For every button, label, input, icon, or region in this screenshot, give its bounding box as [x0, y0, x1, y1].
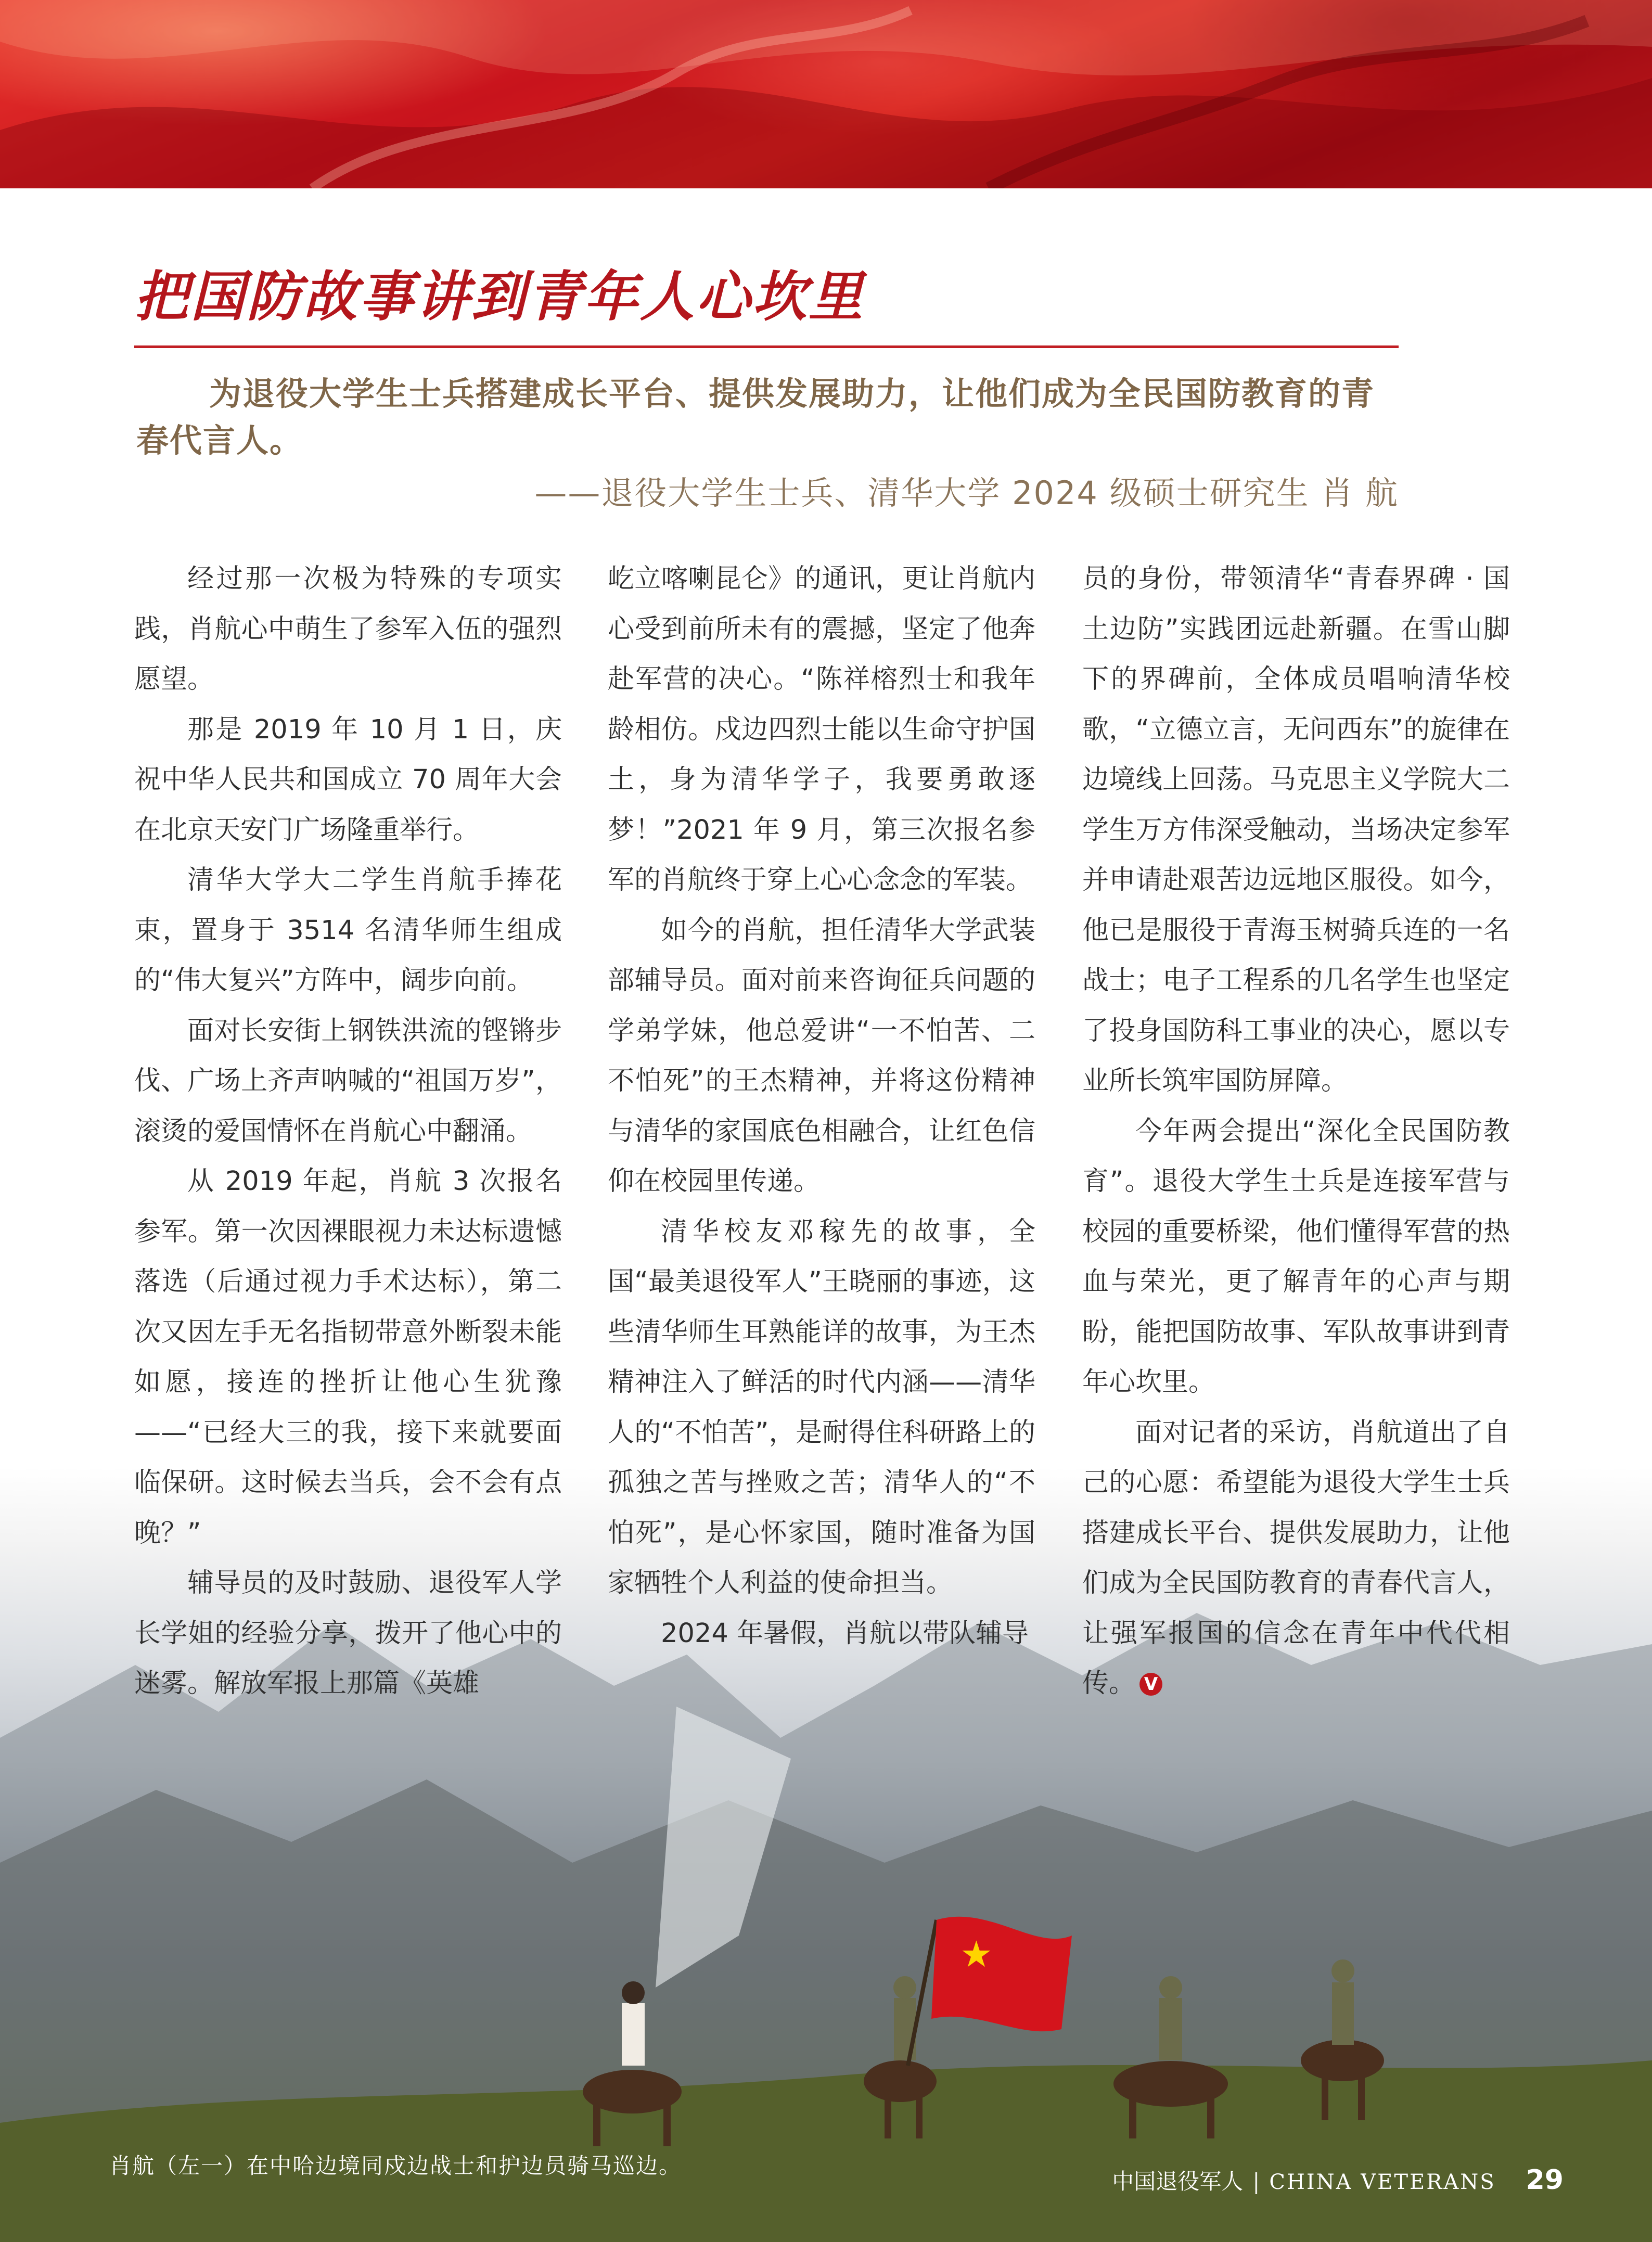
paragraph: 清华大学大二学生肖航手捧花束，置身于 3514 名清华师生组成的“伟大复兴”方阵中，阔步向前。	[134, 865, 562, 996]
paragraph: 面对长安街上钢铁洪流的铿锵步伐、广场上齐声呐喊的“祖国万岁”，滚烫的爱国情怀在肖航心中翻涌。	[134, 1015, 562, 1147]
pull-quote: 为退役大学生士兵搭建成长平台、提供发展助力，让他们成为全民国防教育的青春代言人。	[136, 375, 1375, 459]
title-divider	[134, 345, 1399, 348]
end-mark-icon: V	[1139, 1673, 1162, 1696]
paragraph: 辅导员的及时鼓励、退役军人学长学姐的经验分享，拨开了他心中的迷雾。解放军报上那篇《英雄	[134, 1568, 562, 1699]
paragraph-final	[1082, 1408, 1510, 1709]
paragraph: 从 2019 年起，肖航 3 次报名参军。第一次因裸眼视力未达标遗憾落选（后通过视力手术达标），第二次又因左手无名指韧带意外断裂未能如愿，接连的挫折让他心生犹豫——“已经大三的我，接下来就要面临保研。这时候去当兵，会不会有点晚？”	[134, 1166, 562, 1548]
svg-text:★: ★	[960, 1933, 993, 1976]
paragraph: 2024 年暑假，肖航以带队辅导	[661, 1618, 1029, 1649]
paragraph: 那是 2019 年 10 月 1 日，庆祝中华人民共和国成立 70 周年大会在北京天安门广场隆重举行。	[134, 714, 562, 845]
footer-separator: |	[1252, 2169, 1260, 2194]
paragraph-continued: 屹立喀喇昆仑》的通讯，更让肖航内心受到前所未有的震撼，坚定了他奔赴军营的决心。“陈祥榕烈士和我年龄相仿。戍边四烈士能以生命守护国土，身为清华学子，我要勇敢逐梦！”2021 年 9 月，第三次报名参军的肖航终于穿上心心念念的军装。	[608, 563, 1035, 895]
header-banner	[0, 0, 1652, 188]
magazine-name-en: CHINA VETERANS	[1269, 2170, 1496, 2194]
quote-attribution: ——退役大学生士兵、清华大学 2024 级硕士研究生 肖 航	[534, 474, 1399, 512]
page-footer	[1112, 2164, 1564, 2196]
article-title: 把国防故事讲到青年人心坎里	[134, 264, 865, 328]
column-1	[134, 554, 562, 1709]
photo-caption: 肖航（左一）在中哈边境同戍边战士和护边员骑马巡边。	[109, 2153, 682, 2179]
paragraph-text: 面对记者的采访，肖航道出了自己的心愿：希望能为退役大学生士兵搭建成长平台、提供发展助力，让他们成为全民国防教育的青春代言人，让强军报国的信念在青年中代代相传。	[1082, 1417, 1510, 1699]
paragraph: 经过那一次极为特殊的专项实践，肖航心中萌生了参军入伍的强烈愿望。	[134, 563, 562, 695]
magazine-name-cn: 中国退役军人	[1112, 2169, 1244, 2194]
page-number: 29	[1526, 2164, 1564, 2196]
paragraph: 如今的肖航，担任清华大学武装部辅导员。面对前来咨询征兵问题的学弟学妹，他总爱讲“一不怕苦、二不怕死”的王杰精神，并将这份精神与清华的家国底色相融合，让红色信仰在校园里传递。	[608, 915, 1035, 1197]
column-3	[1082, 554, 1510, 1709]
paragraph: 今年两会提出“深化全民国防教育”。退役大学生士兵是连接军营与校园的重要桥梁，他们懂得军营的热血与荣光，更了解青年的心声与期盼，能把国防故事、军队故事讲到青年心坎里。	[1082, 1116, 1510, 1398]
paragraph-continued: 员的身份，带领清华“青春界碑 · 国土边防”实践团远赴新疆。在雪山脚下的界碑前，全体成员唱响清华校歌，“立德立言，无问西东”的旋律在边境线上回荡。马克思主义学院大二学生万方伟深受触动，当场决定参军并申请赴艰苦边远地区服役。如今，他已是服役于青海玉树骑兵连的一名战士；电子工程系的几名学生也坚定了投身国防科工事业的决心，愿以专业所长筑牢国防屏障。	[1082, 563, 1510, 1096]
column-2	[608, 554, 1035, 1659]
red-flag-texture	[0, 0, 1652, 188]
paragraph: 清华校友邓稼先的故事，全国“最美退役军人”王晓丽的事迹，这些清华师生耳熟能详的故事，为王杰精神注入了鲜活的时代内涵——清华人的“不怕苦”，是耐得住科研路上的孤独之苦与挫败之苦；清华人的“不怕死”，是心怀家国，随时准备为国家牺牲个人利益的使命担当。	[608, 1216, 1035, 1598]
